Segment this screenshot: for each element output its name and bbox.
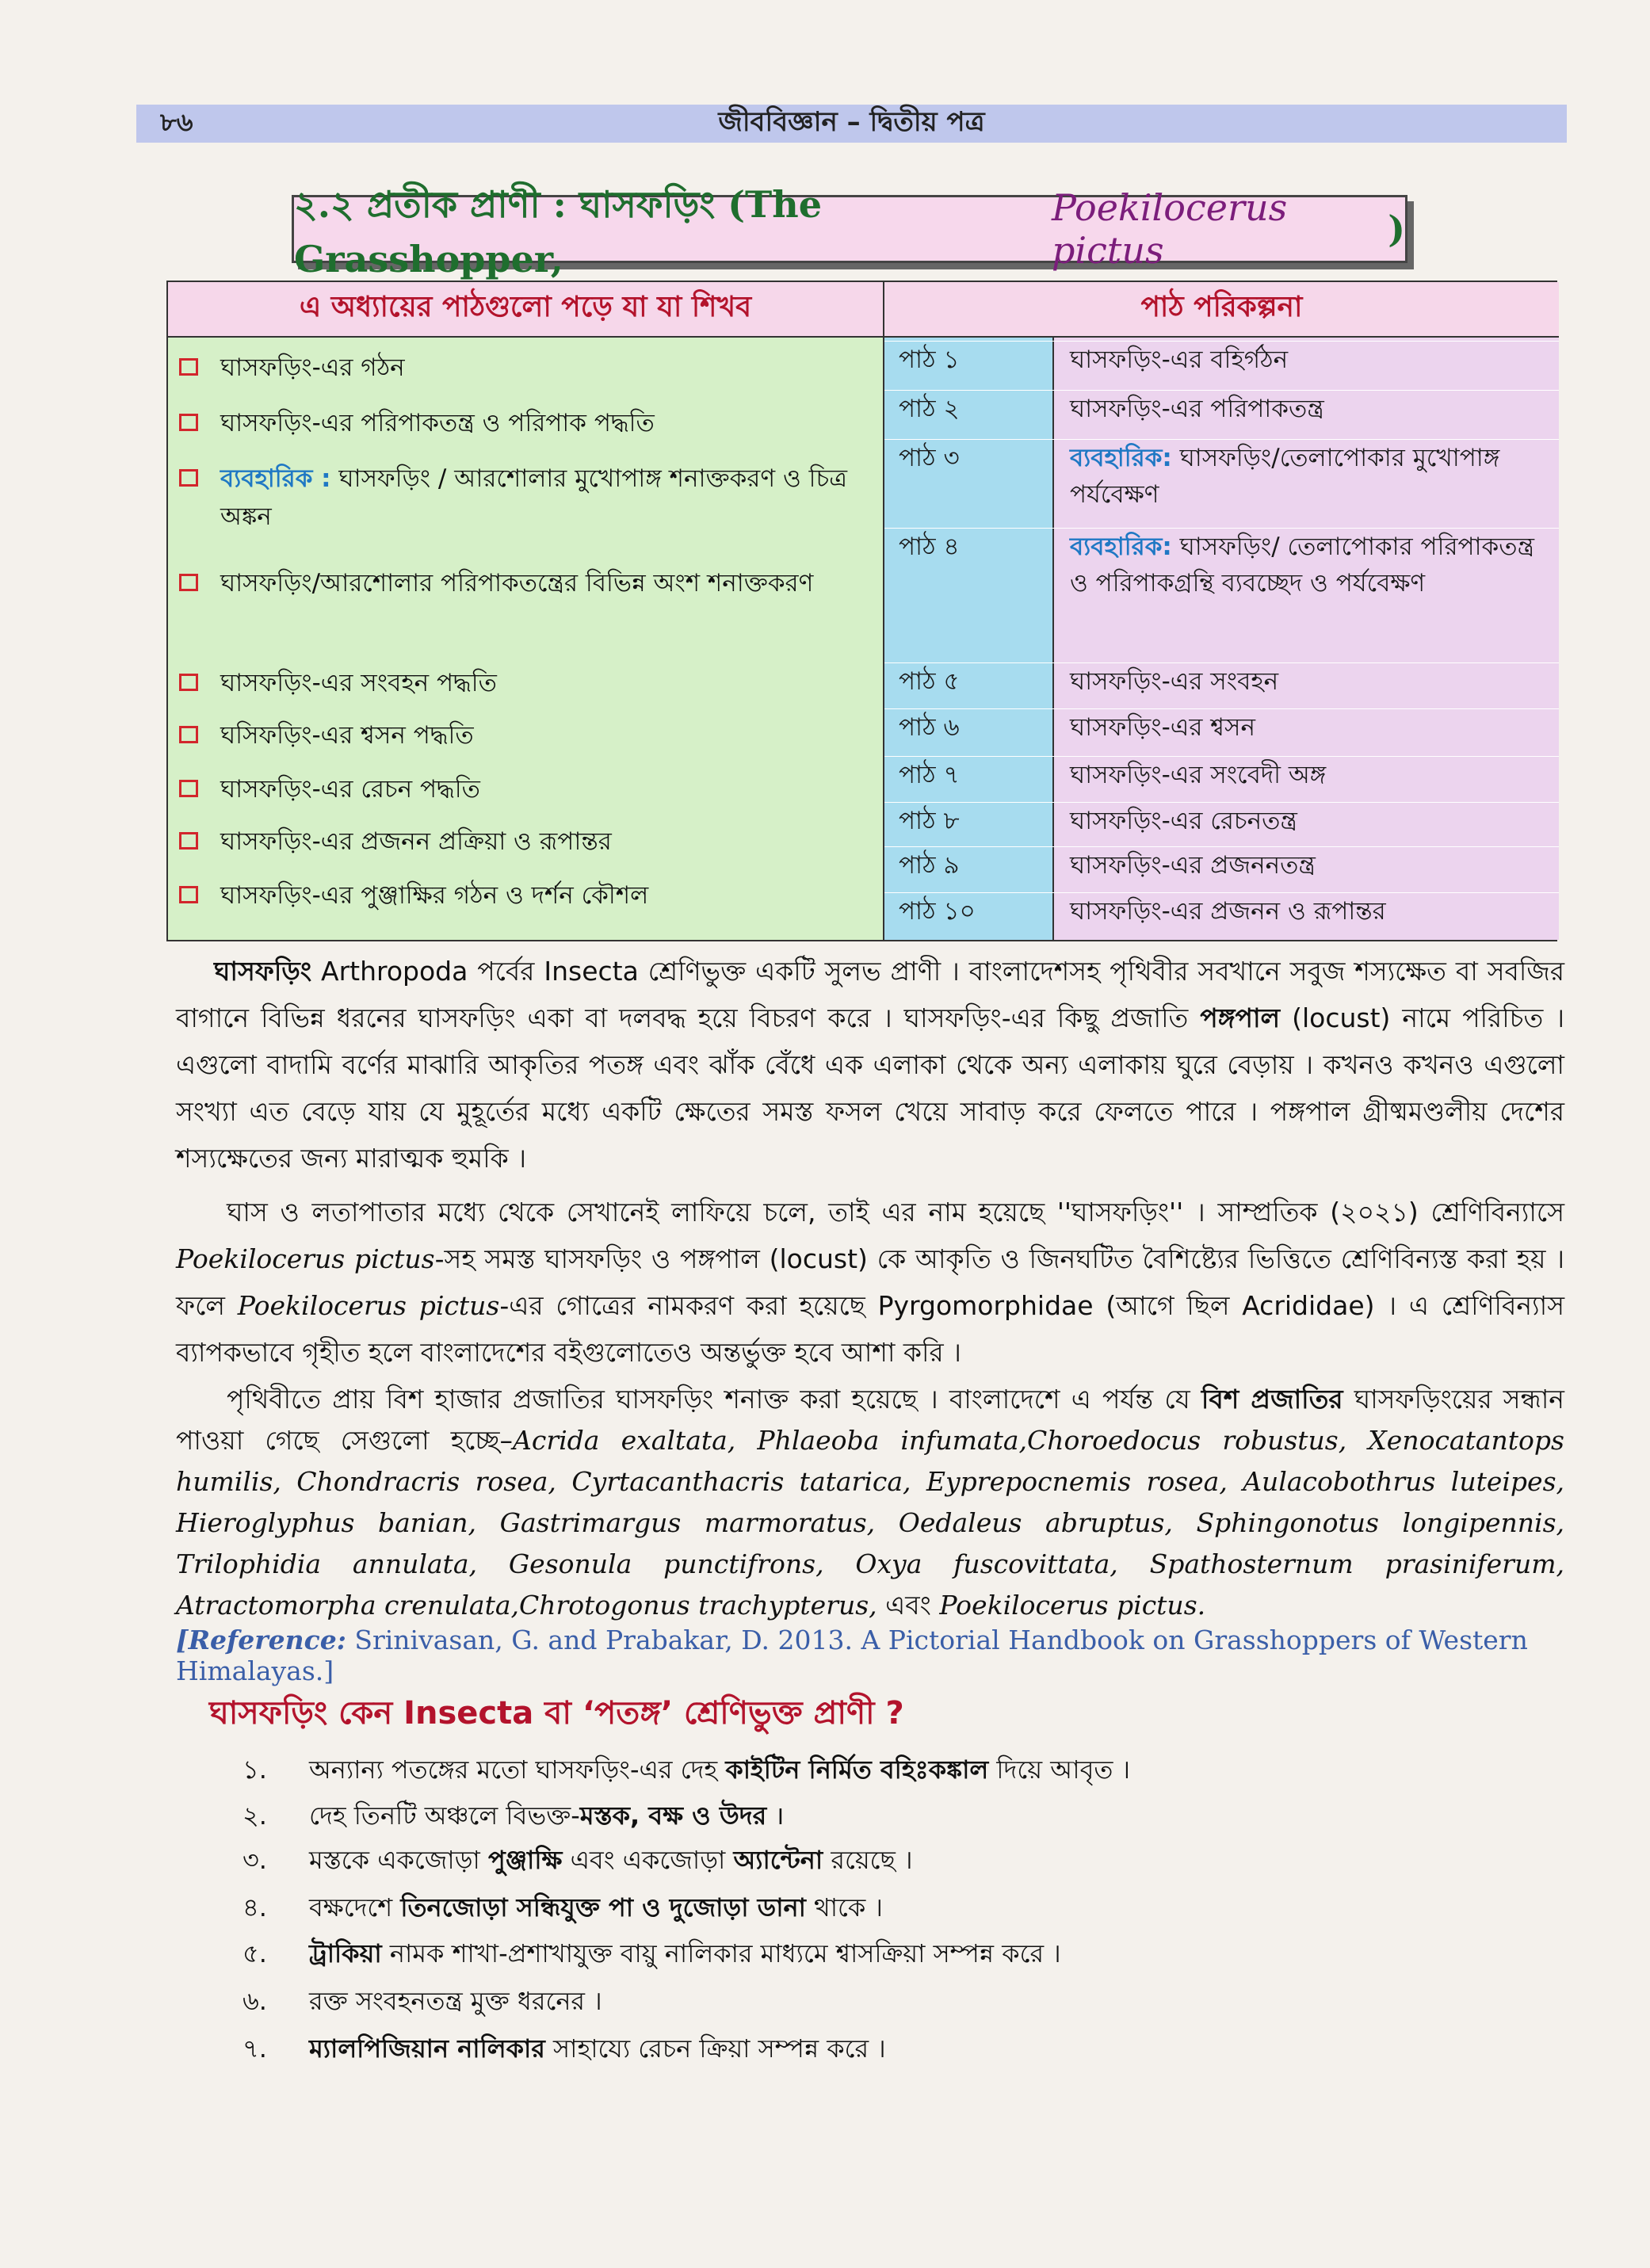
objective-item: ঘসিফড়িং-এর শ্বসন পদ্ধতি bbox=[179, 716, 867, 754]
lesson-plan-header: পাঠ পরিকল্পনা bbox=[884, 282, 1559, 338]
objectives-column bbox=[168, 282, 883, 940]
lesson-row: পাঠ ৪ ব্যবহারিক: ঘাসফড়িং/ তেলাপোকার পরিপাকতন্ত্র ও পরিপাকগ্রন্থি ব্যবচ্ছেদ ও পর্যবেক্ষণ bbox=[884, 528, 1559, 529]
checkbox-icon bbox=[179, 674, 198, 691]
checkbox-icon bbox=[179, 574, 198, 591]
paragraph-species: পৃথিবীতে প্রায় বিশ হাজার প্রজাতির ঘাসফড়িং শনাক্ত করা হয়েছে । বাংলাদেশে এ পর্যন্ত যে বিশ প্রজাতির ঘাসফড়িংয়ের সন্ধান পাওয়া গেছে সেগুলো হচ্ছে–Acrida exaltata, Phlaeoba infumata,Choroedocus robustus, Xenocatantops humilis, Chondracris rosea, Cyrtacanthacris tatarica, Eyprepocnemis rosea, Aulacobothrus luteipes, Hieroglyphus banian, Gastrimargus marmoratus, Oedaleus abruptus, Sphingonotus longipennis, Trilophidia annulata, Gesonula punctifrons, Oxya fuscovittata, Spathosternum prasiniferum, Atractomorpha crenulata,Chrotogonus trachypterus, এবং Poekilocerus pictus. bbox=[176, 1384, 1564, 1621]
objectives-header: এ অধ্যায়ের পাঠগুলো পড়ে যা যা শিখব bbox=[168, 282, 883, 338]
feature-item: ৬. রক্ত সংবহনতন্ত্র মুক্ত ধরনের । bbox=[243, 1986, 602, 2016]
checkbox-icon bbox=[179, 358, 198, 376]
book-title: জীববিজ্ঞান – দ্বিতীয় পত্র bbox=[718, 105, 985, 138]
objectives-list bbox=[168, 338, 883, 940]
lesson-row: পাঠ ১ ঘাসফড়িং-এর বহির্গঠন bbox=[884, 341, 1559, 342]
objective-item: ঘাসফড়িং-এর গঠন bbox=[179, 349, 867, 387]
lesson-row: পাঠ ২ ঘাসফড়িং-এর পরিপাকতন্ত্র bbox=[884, 390, 1559, 391]
chapter-title-bangla: ২.২ প্রতীক প্রাণী : ঘাসফড়িং (The Grasshopper, bbox=[294, 183, 822, 281]
feature-item: ১. অন্যান্য পতঙ্গের মতো ঘাসফড়িং-এর দেহ কাইটিন নির্মিত বহিঃকঙ্কাল দিয়ে আবৃত । bbox=[243, 1754, 1131, 1785]
feature-item: ২. দেহ তিনটি অঞ্চলে বিভক্ত-মস্তক, বক্ষ ও উদর । bbox=[243, 1800, 785, 1831]
checkbox-icon bbox=[179, 780, 198, 797]
lesson-row: পাঠ ৬ ঘাসফড়িং-এর শ্বসন bbox=[884, 708, 1559, 709]
checkbox-icon bbox=[179, 469, 198, 487]
paragraph-intro: ঘাসফড়িং Arthropoda পর্বের Insecta শ্রেণিভুক্ত একটি সুলভ প্রাণী । বাংলাদেশসহ পৃথিবীর সবখানে সবুজ শস্যক্ষেত বা সবজির বাগানে বিভিন্ন ধরনের ঘাসফড়িং একা বা দলবদ্ধ হয়ে বিচরণ করে । ঘাসফড়িং-এর কিছু প্রজাতি পঙ্গপাল (locust) নামে পরিচিত । এগুলো বাদামি বর্ণের মাঝারি আকৃতির পতঙ্গ এবং ঝাঁক বেঁধে এক এলাকা থেকে অন্য এলাকায় ঘুরে বেড়ায় । কখনও কখনও এগুলো সংখ্যা এত বেড়ে যায় যে মুহূর্তের মধ্যে একটি ক্ষেতের সমস্ত ফসল খেয়ে সাবাড় করে ফেলতে পারে । পঙ্গপাল গ্রীষ্মমণ্ডলীয় দেশের শস্যক্ষেতের জন্য মারাত্মক হুমকি । bbox=[176, 956, 1564, 1174]
feature-item: ৫. ট্রাকিয়া নামক শাখা-প্রশাখাযুক্ত বায়ু নালিকার মাধ্যমে শ্বাসক্রিয়া সম্পন্ন করে । bbox=[243, 1938, 1061, 1968]
lesson-row: পাঠ ৭ ঘাসফড়িং-এর সংবেদী অঙ্গ bbox=[884, 756, 1559, 757]
lesson-row: পাঠ ৯ ঘাসফড়িং-এর প্রজননতন্ত্র bbox=[884, 846, 1559, 847]
lesson-plan-column bbox=[883, 282, 1559, 940]
objective-item: ব্যবহারিক : ঘাসফড়িং / আরশোলার মুখোপাঙ্গ শনাক্তকরণ ও চিত্র অঙ্কন bbox=[179, 460, 867, 536]
objective-item: ঘাসফড়িং-এর সংবহন পদ্ধতি bbox=[179, 664, 867, 702]
section-heading: ঘাসফড়িং কেন Insecta বা ‘পতঙ্গ’ শ্রেণিভুক্ত প্রাণী ? bbox=[209, 1695, 904, 1732]
paragraph-classification: ঘাস ও লতাপাতার মধ্যে থেকে সেখানেই লাফিয়ে চলে, তাই এর নাম হয়েছে ''ঘাসফড়িং'' । সাম্প্রতিক (২০২১) শ্রেণিবিন্যাসে Poekilocerus pictus-সহ সমস্ত ঘাসফড়িং ও পঙ্গপাল (locust) কে আকৃতি ও জিনঘটিত বৈশিষ্ট্যের ভিত্তিতে শ্রেণিবিন্যস্ত করা হয় । ফলে Poekilocerus pictus-এর গোত্রের নামকরণ করা হয়েছে Pyrgomorphidae (আগে ছিল Acrididae) । এ শ্রেণিবিন্যাস ব্যাপকভাবে গৃহীত হলে বাংলাদেশের বইগুলোতেও অন্তর্ভুক্ত হবে আশা করি । bbox=[176, 1197, 1565, 1368]
checkbox-icon bbox=[179, 832, 198, 850]
chapter-title-scientific: Poekilocerus pictus bbox=[1051, 186, 1288, 272]
chapter-title bbox=[292, 183, 1407, 281]
objective-item: ঘাসফড়িং-এর রেচন পদ্ধতি bbox=[179, 770, 867, 808]
lesson-row: পাঠ ৮ ঘাসফড়িং-এর রেচনতন্ত্র bbox=[884, 802, 1559, 803]
page-number: ৮৬ bbox=[160, 107, 193, 137]
feature-item: ৪. বক্ষদেশে তিনজোড়া সন্ধিযুক্ত পা ও দুজোড়া ডানা থাকে । bbox=[243, 1892, 883, 1922]
checkbox-icon bbox=[179, 414, 198, 431]
checkbox-icon bbox=[179, 726, 198, 743]
feature-item: ৭. ম্যালপিজিয়ান নালিকার সাহায্যে রেচন ক্রিয়া সম্পন্ন করে । bbox=[243, 2033, 886, 2064]
lesson-row: পাঠ ৫ ঘাসফড়িং-এর সংবহন bbox=[884, 662, 1559, 663]
objective-item: ঘাসফড়িং/আরশোলার পরিপাকতন্ত্রের বিভিন্ন অংশ শনাক্তকরণ bbox=[179, 564, 867, 602]
lesson-plan-table bbox=[166, 281, 1557, 941]
lesson-row: পাঠ ১০ ঘাসফড়িং-এর প্রজনন ও রূপান্তর bbox=[884, 892, 1559, 893]
chapter-title-close: ) bbox=[1388, 208, 1405, 250]
lesson-list bbox=[884, 338, 1559, 940]
reference: [Reference: Srinivasan, G. and Prabakar, D. 2013. A Pictorial Handbook on Grasshoppers of Western Himalayas.] bbox=[176, 1625, 1528, 1686]
objective-item: ঘাসফড়িং-এর পরিপাকতন্ত্র ও পরিপাক পদ্ধতি bbox=[179, 404, 867, 442]
checkbox-icon bbox=[179, 886, 198, 903]
page-header bbox=[136, 105, 1567, 143]
objective-item: ঘাসফড়িং-এর প্রজনন প্রক্রিয়া ও রূপান্তর bbox=[179, 823, 867, 861]
lesson-row: পাঠ ৩ ব্যবহারিক: ঘাসফড়িং/তেলাপোকার মুখোপাঙ্গ পর্যবেক্ষণ bbox=[884, 439, 1559, 440]
objective-item: ঘাসফড়িং-এর পুঞ্জাক্ষির গঠন ও দর্শন কৌশল bbox=[179, 876, 867, 914]
feature-item: ৩. মস্তকে একজোড়া পুঞ্জাক্ষি এবং একজোড়া অ্যান্টেনা রয়েছে । bbox=[243, 1845, 913, 1875]
